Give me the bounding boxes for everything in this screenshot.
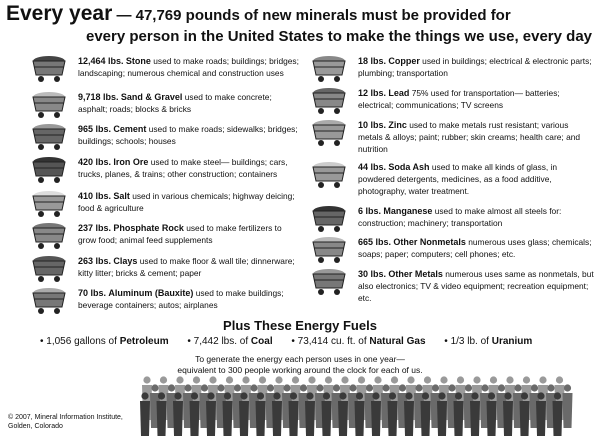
mineral-item-clays (30, 255, 300, 287)
mineral-name: Zinc (388, 120, 407, 130)
mineral-amount: 10 lbs. (358, 120, 387, 130)
fuel-amount: 7,442 lbs. of (193, 336, 249, 347)
ore-cart-icon (310, 55, 348, 83)
crowd-of-people-icon (138, 374, 578, 438)
mineral-item-aluminum (30, 287, 300, 317)
mineral-name: Phosphate Rock (113, 223, 184, 233)
mineral-amount: 965 lbs. (78, 124, 112, 134)
mineral-amount: 263 lbs. (78, 256, 112, 266)
fuel-item-petroleum: • 1,056 gallons of Petroleum (40, 336, 169, 347)
mineral-item-cement (30, 123, 300, 156)
fuel-item-uranium: • 1/3 lb. of Uranium (444, 336, 533, 347)
mineral-description: used to make metals rust resistant; various metals & alloys; paint; rubber; skin creams; health care; and nutrition (358, 120, 581, 154)
mineral-amount: 18 lbs. (358, 56, 387, 66)
mineral-description: 75% used for transportation— batteries; electrical; communications; TV screens (358, 88, 560, 110)
ore-cart-icon (30, 255, 68, 283)
mineral-amount: 410 lbs. (78, 191, 112, 201)
ore-cart-icon (310, 205, 348, 233)
ore-cart-icon (30, 123, 68, 151)
ore-cart-icon (310, 161, 348, 189)
ore-cart-icon (310, 268, 348, 296)
mineral-description: used to make fertilizers to grow food; animal feed supplements (78, 223, 282, 245)
header-line-1 (6, 3, 596, 27)
mineral-name: Other Nonmetals (393, 237, 466, 247)
mineral-item-iron-ore (30, 156, 300, 190)
mineral-item-soda-ash (310, 161, 595, 205)
fuel-name: Petroleum (119, 336, 169, 347)
mineral-amount: 237 lbs. (78, 223, 112, 233)
mineral-description: used in various chemicals; highway deicing; food & agriculture (78, 191, 295, 213)
mineral-amount: 665 lbs. (358, 237, 392, 247)
copyright-line-2: Golden, Colorado (8, 423, 63, 430)
fuel-item-coal: • 7,442 lbs. of Coal (187, 336, 273, 347)
header-line-1-rest: — 47,769 pounds of new minerals must be provided for (116, 7, 511, 24)
ore-cart-icon (30, 190, 68, 218)
mineral-amount: 9,718 lbs. (78, 92, 119, 102)
mineral-amount: 12,464 lbs. (78, 56, 124, 66)
fuel-item-natural-gas: • 73,414 cu. ft. of Natural Gas (291, 336, 426, 347)
mineral-amount: 12 lbs. (358, 88, 387, 98)
ore-cart-icon (30, 55, 68, 83)
mineral-item-lead (310, 87, 595, 119)
mineral-name: Sand & Gravel (120, 92, 183, 102)
mineral-name: Aluminum (Bauxite) (108, 288, 194, 298)
ore-cart-icon (30, 91, 68, 119)
mineral-amount: 420 lbs. (78, 157, 112, 167)
fuel-name: Natural Gas (369, 336, 426, 347)
copyright-line-1: © 2007, Mineral Information Institute, (8, 414, 123, 421)
mineral-description: numerous uses same as nonmetals, but also electronics; TV & video equipment; recreation equipment; etc. (358, 269, 594, 303)
header-line-2: every person in the United States to make the things we use, every day (86, 28, 593, 45)
mineral-item-copper (310, 55, 595, 87)
mineral-name: Soda Ash (388, 162, 430, 172)
right-mineral-column (310, 55, 595, 304)
ore-cart-icon (310, 236, 348, 264)
mineral-name: Stone (125, 56, 151, 66)
mineral-amount: 30 lbs. (358, 269, 387, 279)
ore-cart-icon (310, 87, 348, 115)
mineral-description: used to make all kinds of glass, in powdered detergents, medicines, as a food additive, photography, water treatment. (358, 162, 558, 196)
energy-fuels-list (40, 336, 600, 347)
fuel-amount: 1/3 lb. of (450, 336, 489, 347)
mineral-description: used to make roads; sidewalks; bridges; buildings; schools; houses (78, 124, 298, 146)
mineral-name: Lead (388, 88, 410, 98)
mineral-description: used to make concrete; asphalt; roads; blocks & bricks (78, 92, 272, 114)
mineral-amount: 70 lbs. (78, 288, 107, 298)
mineral-description: used to make steel— buildings; cars, trucks, planes, & trains; other construction; containers (78, 157, 288, 179)
mineral-description: numerous uses glass; chemicals; soaps; paper; computers; cell phones; etc. (358, 237, 592, 259)
mineral-name: Iron Ore (113, 157, 149, 167)
mineral-item-zinc (310, 119, 595, 161)
mineral-item-other-nonmetals (310, 236, 595, 268)
mineral-name: Cement (113, 124, 147, 134)
mineral-description: used to make buildings; beverage containers; autos; airplanes (78, 288, 284, 310)
mineral-item-phosphate-rock (30, 222, 300, 255)
mineral-amount: 6 lbs. (358, 206, 382, 216)
mineral-description: used to make floor & wall tile; dinnerware; kitty litter; bricks & cement; paper (78, 256, 295, 278)
header-lead: Every year (6, 2, 113, 25)
fuel-name: Uranium (491, 336, 533, 347)
mineral-name: Copper (388, 56, 420, 66)
mineral-name: Salt (113, 191, 130, 201)
mineral-description: used to make almost all steels for: construction; machinery; transportation (358, 206, 562, 228)
energy-note (0, 354, 600, 376)
mineral-description: used to make roads; buildings; bridges; landscaping; numerous chemical and construction uses (78, 56, 299, 78)
mineral-name: Clays (113, 256, 138, 266)
left-mineral-column (30, 55, 300, 317)
energy-note-line-2: equivalent to 300 people working around the clock for each of us. (177, 365, 423, 375)
mineral-item-stone (30, 55, 300, 91)
fuel-name: Coal (250, 336, 273, 347)
mineral-amount: 44 lbs. (358, 162, 387, 172)
mineral-item-sand-gravel (30, 91, 300, 123)
fuel-amount: 1,056 gallons of (46, 336, 117, 347)
ore-cart-icon (30, 156, 68, 184)
energy-note-line-1: To generate the energy each person uses in one year— (195, 354, 405, 364)
mineral-item-salt (30, 190, 300, 222)
mineral-item-manganese (310, 205, 595, 236)
energy-fuels-title: Plus These Energy Fuels (223, 318, 377, 333)
fuel-amount: 73,414 cu. ft. of (297, 336, 367, 347)
mineral-name: Other Metals (388, 269, 443, 279)
ore-cart-icon (310, 119, 348, 147)
mineral-description: used in buildings; electrical & electronic parts; plumbing; transportation (358, 56, 592, 78)
copyright (8, 413, 123, 431)
ore-cart-icon (30, 287, 68, 315)
ore-cart-icon (30, 222, 68, 250)
mineral-name: Manganese (383, 206, 433, 216)
header (6, 3, 596, 47)
mineral-item-other-metals (310, 268, 595, 304)
